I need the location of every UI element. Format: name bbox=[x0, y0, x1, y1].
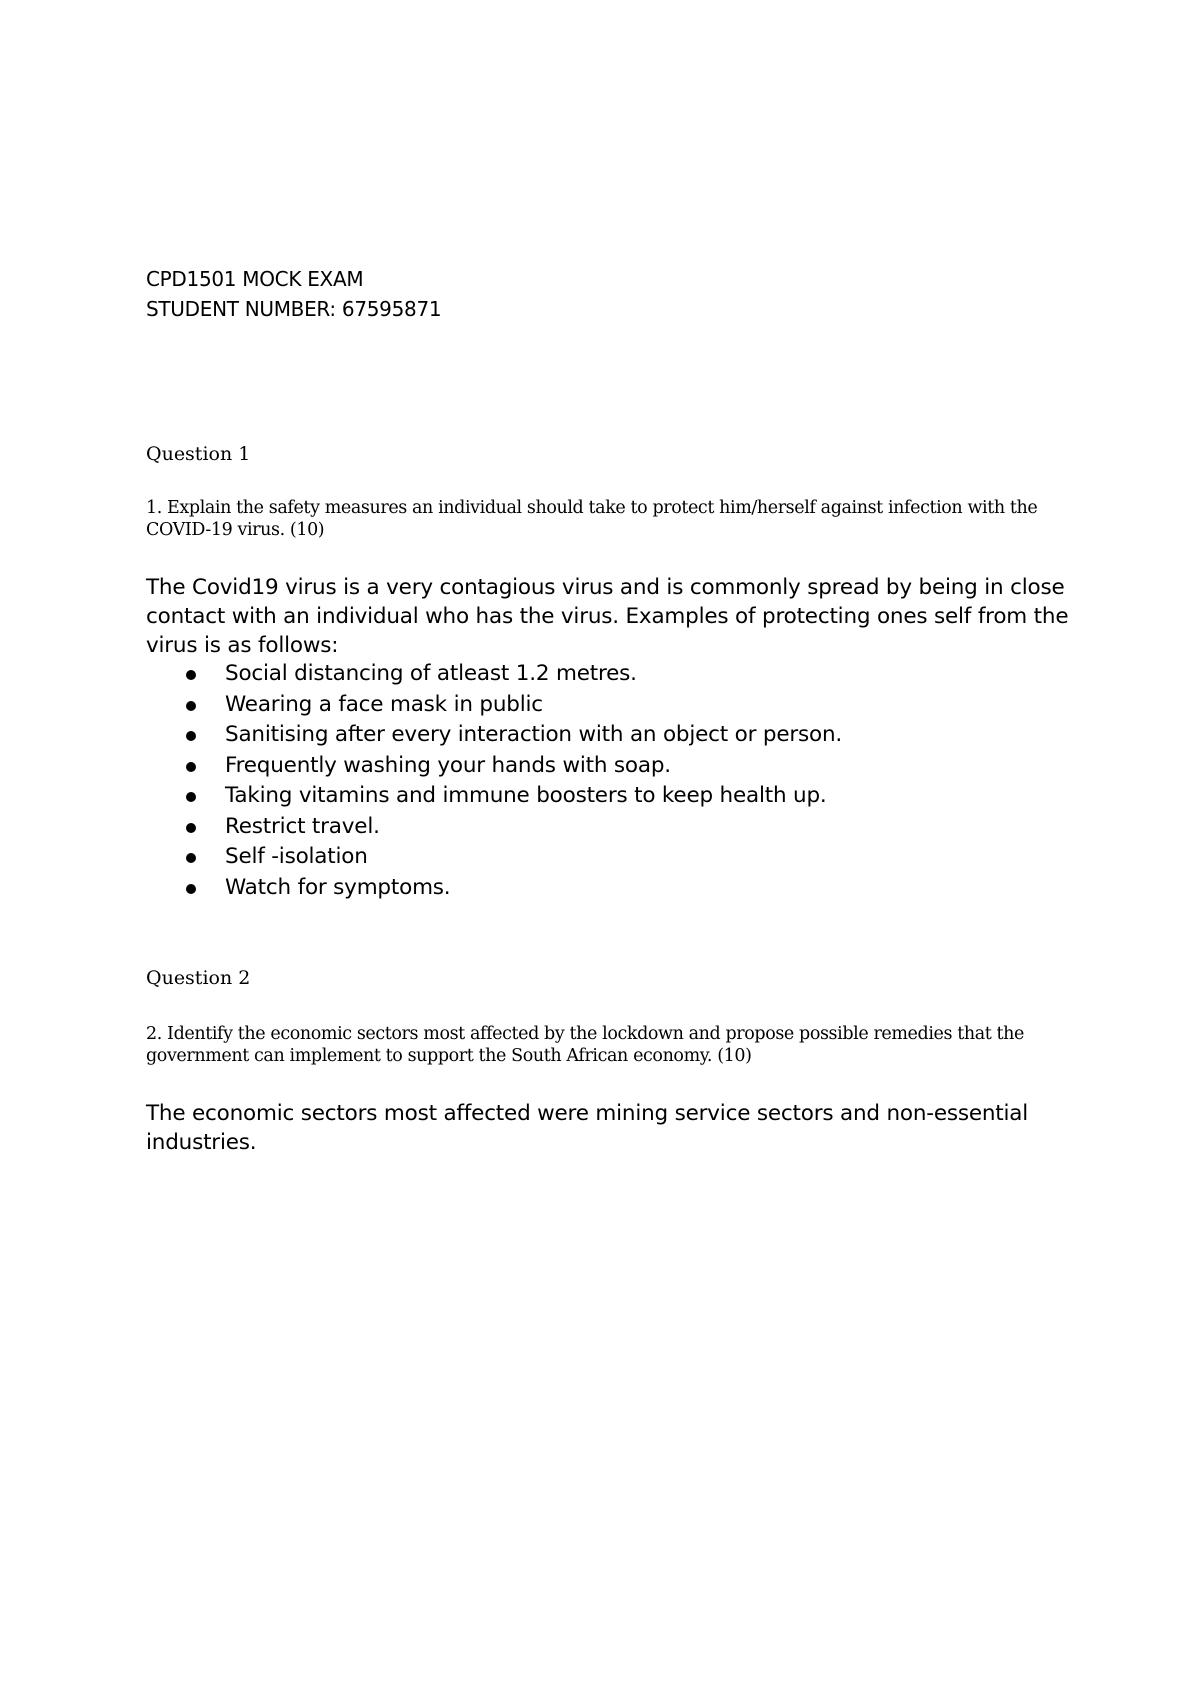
bullet-icon bbox=[186, 823, 196, 833]
bullet-icon bbox=[186, 701, 196, 711]
list-item bbox=[146, 659, 842, 690]
list-item-text: Restrict travel. bbox=[225, 813, 380, 839]
list-item bbox=[146, 842, 842, 873]
list-item-text: Watch for symptoms. bbox=[225, 874, 451, 900]
question-1-prompt: 1. Explain the safety measures an individual should take to protect him/herself against infection with the COVID-19 virus. (10) bbox=[146, 498, 1038, 540]
list-item-text: Self -isolation bbox=[225, 844, 368, 869]
list-item-text: Sanitising after every interaction with an object or person. bbox=[225, 722, 843, 747]
list-item bbox=[146, 812, 842, 843]
question-1-answer: The Covid19 virus is a very contagious virus and is commonly spread by being in close contact with an individual who has the virus. Examples of protecting ones self from the virus is as follows: bbox=[146, 575, 1069, 658]
bullet-icon bbox=[186, 792, 196, 802]
list-item-text: Taking vitamins and immune boosters to keep health up. bbox=[225, 783, 827, 808]
list-item bbox=[146, 873, 842, 904]
question-2-prompt: 2. Identify the economic sectors most affected by the lockdown and propose possible remedies that the government can implement to support the South African economy. (10) bbox=[146, 1024, 1025, 1066]
list-item-text: Social distancing of atleast 1.2 metres. bbox=[225, 661, 637, 686]
bullet-icon bbox=[186, 884, 196, 894]
bullet-icon bbox=[186, 762, 196, 772]
question-2-heading: Question 2 bbox=[146, 967, 251, 989]
bullet-icon bbox=[186, 853, 196, 863]
list-item bbox=[146, 690, 842, 721]
question-1-heading: Question 1 bbox=[146, 443, 251, 465]
list-item-text: Frequently washing your hands with soap. bbox=[225, 752, 671, 778]
exam-title: CPD1501 MOCK EXAM bbox=[146, 267, 364, 291]
safety-measures-list bbox=[146, 659, 842, 903]
list-item-text: Wearing a face mask in public bbox=[225, 691, 543, 717]
list-item bbox=[146, 751, 842, 782]
bullet-icon bbox=[186, 731, 196, 741]
question-2-answer: The economic sectors most affected were mining service sectors and non-essential industries. bbox=[146, 1101, 1029, 1155]
student-number: STUDENT NUMBER: 67595871 bbox=[146, 297, 442, 321]
list-item bbox=[146, 720, 842, 751]
list-item bbox=[146, 781, 842, 812]
bullet-icon bbox=[186, 670, 196, 680]
document-header bbox=[146, 264, 441, 324]
